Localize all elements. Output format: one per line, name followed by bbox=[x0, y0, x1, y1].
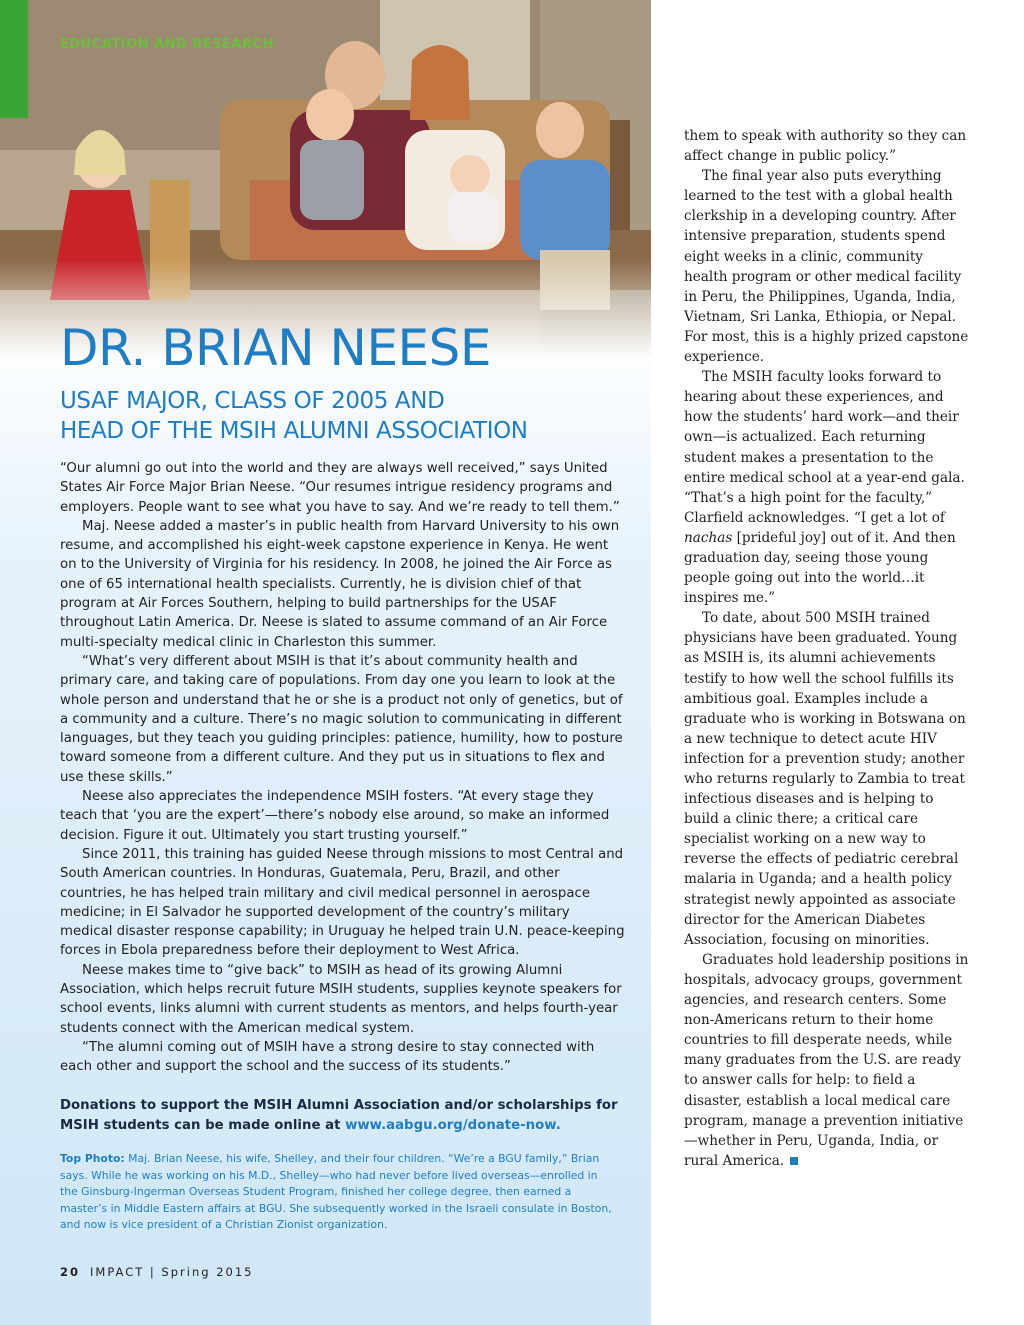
family-photo bbox=[0, 0, 651, 360]
publication-name: IMPACT | Spring 2015 bbox=[90, 1265, 254, 1279]
article-body-left bbox=[60, 459, 626, 1077]
paragraph: them to speak with authority so they can affect change in public policy.” bbox=[684, 128, 967, 165]
donate-link[interactable]: www.aabgu.org/donate-now. bbox=[345, 1117, 561, 1133]
paragraph: Since 2011, this training has guided Neese through missions to most Central and South American countries. In Honduras, Guatemala, Peru, Brazil, and other countries, he has helped train military and civil medical personnel in aerospace medicine; in El Salvador he supported development of the country’s military medical disaster response capability; in Uruguay he helped train U.N. peace-keeping forces in Ebola preparedness before their deployment to West Africa. bbox=[60, 846, 625, 959]
article-body-right bbox=[684, 126, 969, 1171]
italic-word: nachas bbox=[684, 529, 733, 546]
donation-callout bbox=[60, 1096, 630, 1135]
paragraph-text: [prideful joy] out of it. And then graduation day, seeing those young people going out into the world…it inspires me.” bbox=[684, 529, 956, 607]
photo-caption bbox=[60, 1151, 615, 1234]
paragraph bbox=[684, 367, 969, 608]
paragraph: “What’s very different about MSIH is that it’s about community health and primary care, and taking care of populations. From day one you learn to look at the whole person and understand that he or she is a product not only of genetics, but of a community and a culture. There’s no magic solution to communicating in different languages, but they teach you guiding principles: patience, humility, how to posture toward someone from a different culture. And they put us in situations to flex and use these skills.” bbox=[60, 653, 623, 785]
paragraph: “The alumni coming out of MSIH have a strong desire to stay connected with each other and support the school and the success of its students.” bbox=[60, 1039, 595, 1075]
paragraph: The final year also puts everything learned to the test with a global health clerkship in a developing country. After intensive preparation, students spend eight weeks in a clinic, community health program or other medical facility in Peru, the Philippines, Uganda, India, Vietnam, Sri Lanka, Ethiopia, or Nepal. For most, this is a highly prized capstone experience. bbox=[684, 168, 969, 366]
section-label: EDUCATION AND RESEARCH bbox=[60, 37, 274, 52]
donation-text: Donations to support the MSIH Alumni Association and/or scholarships for MSIH students can be made online at bbox=[60, 1098, 618, 1133]
caption-label: Top Photo: bbox=[60, 1152, 125, 1165]
end-mark-icon bbox=[790, 1157, 798, 1165]
paragraph-text: Graduates hold leadership positions in hospitals, advocacy groups, government agencies, and research centers. Some non-Americans return to their home countries to fill desperate needs, while many graduates from the U.S. are ready to answer calls for help: to field a disaster, establish a local medical care program, manage a prevention initiative—whether in Peru, Uganda, India, or rural America. bbox=[684, 951, 969, 1169]
subhead-line-1: USAF MAJOR, CLASS OF 2005 AND bbox=[60, 388, 445, 414]
page-footer bbox=[60, 1265, 253, 1279]
paragraph: Neese also appreciates the independence MSIH fosters. “At every stage they teach that ‘you are the expert’—there’s nobody else around, so make an informed decision. Figure it out. Ultimately you start trusting yourself.” bbox=[60, 789, 610, 843]
headline: DR. BRIAN NEESE bbox=[60, 319, 491, 377]
paragraph-text: The MSIH faculty looks forward to hearing about these experiences, and how the students’ hard work—and their own—is actualized. Each returning student makes a presentation to the entire medical school at a year-end gala. “That’s a high point for the faculty,” Clarfield acknowledges. “I get a lot of bbox=[684, 369, 965, 526]
paragraph: Neese makes time to “give back” to MSIH as head of its growing Alumni Association, which helps recruit future MSIH students, supplies keynote speakers for school events, links alumni with current students as mentors, and helps fourth-year students connect with the American medical system. bbox=[60, 962, 622, 1036]
paragraph: To date, about 500 MSIH trained physicians have been graduated. Young as MSIH is, its alumni achievements testify to how well the school fulfills its ambitious goal. Examples include a graduate who is working in Botswana on a new technique to detect acute HIV infection for a prevention study; another who returns regularly to Zambia to treat infectious diseases and is helping to build a clinic there; a critical care specialist working on a new way to reverse the effects of pediatric cerebral malaria in Uganda; and a health policy strategist newly appointed as associate director for the American Diabetes Association, focusing on minorities. bbox=[684, 610, 966, 948]
paragraph: Maj. Neese added a master’s in public health from Harvard University to his own resume, and accomplished his eight-week capstone experience in Kenya. He went on to the University of Virginia for his residency. In 2008, he joined the Air Force as one of 65 international health specialists. Currently, he is division chief of that program at Air Forces Southern, helping to build partnerships for the USAF throughout Latin America. Dr. Neese is slated to assume command of an Air Force multi-specialty medical clinic in Charleston this summer. bbox=[60, 518, 620, 650]
paragraph: “Our alumni go out into the world and they are always well received,” says United States Air Force Major Brian Neese. “Our resumes intrigue residency programs and employers. People want to see what you have to say. And we’re ready to tell them.” bbox=[60, 461, 620, 515]
section-color-bar bbox=[0, 0, 28, 118]
subhead-line-2: HEAD OF THE MSIH ALUMNI ASSOCIATION bbox=[60, 418, 528, 444]
caption-text: Maj. Brian Neese, his wife, Shelley, and their four children. “We’re a BGU family,” Brian says. While he was working on his M.D., Shelley—who had never before lived overseas—enrolled in the Ginsburg-Ingerman Overseas Student Program, finished her college degree, then earned a master’s in Middle Eastern affairs at BGU. She subsequently worked in the Israeli consulate in Boston, and now is vice president of a Christian Zionist organization. bbox=[60, 1152, 612, 1231]
page-number: 20 bbox=[60, 1265, 81, 1279]
subheadline bbox=[60, 386, 528, 446]
paragraph bbox=[684, 950, 969, 1171]
